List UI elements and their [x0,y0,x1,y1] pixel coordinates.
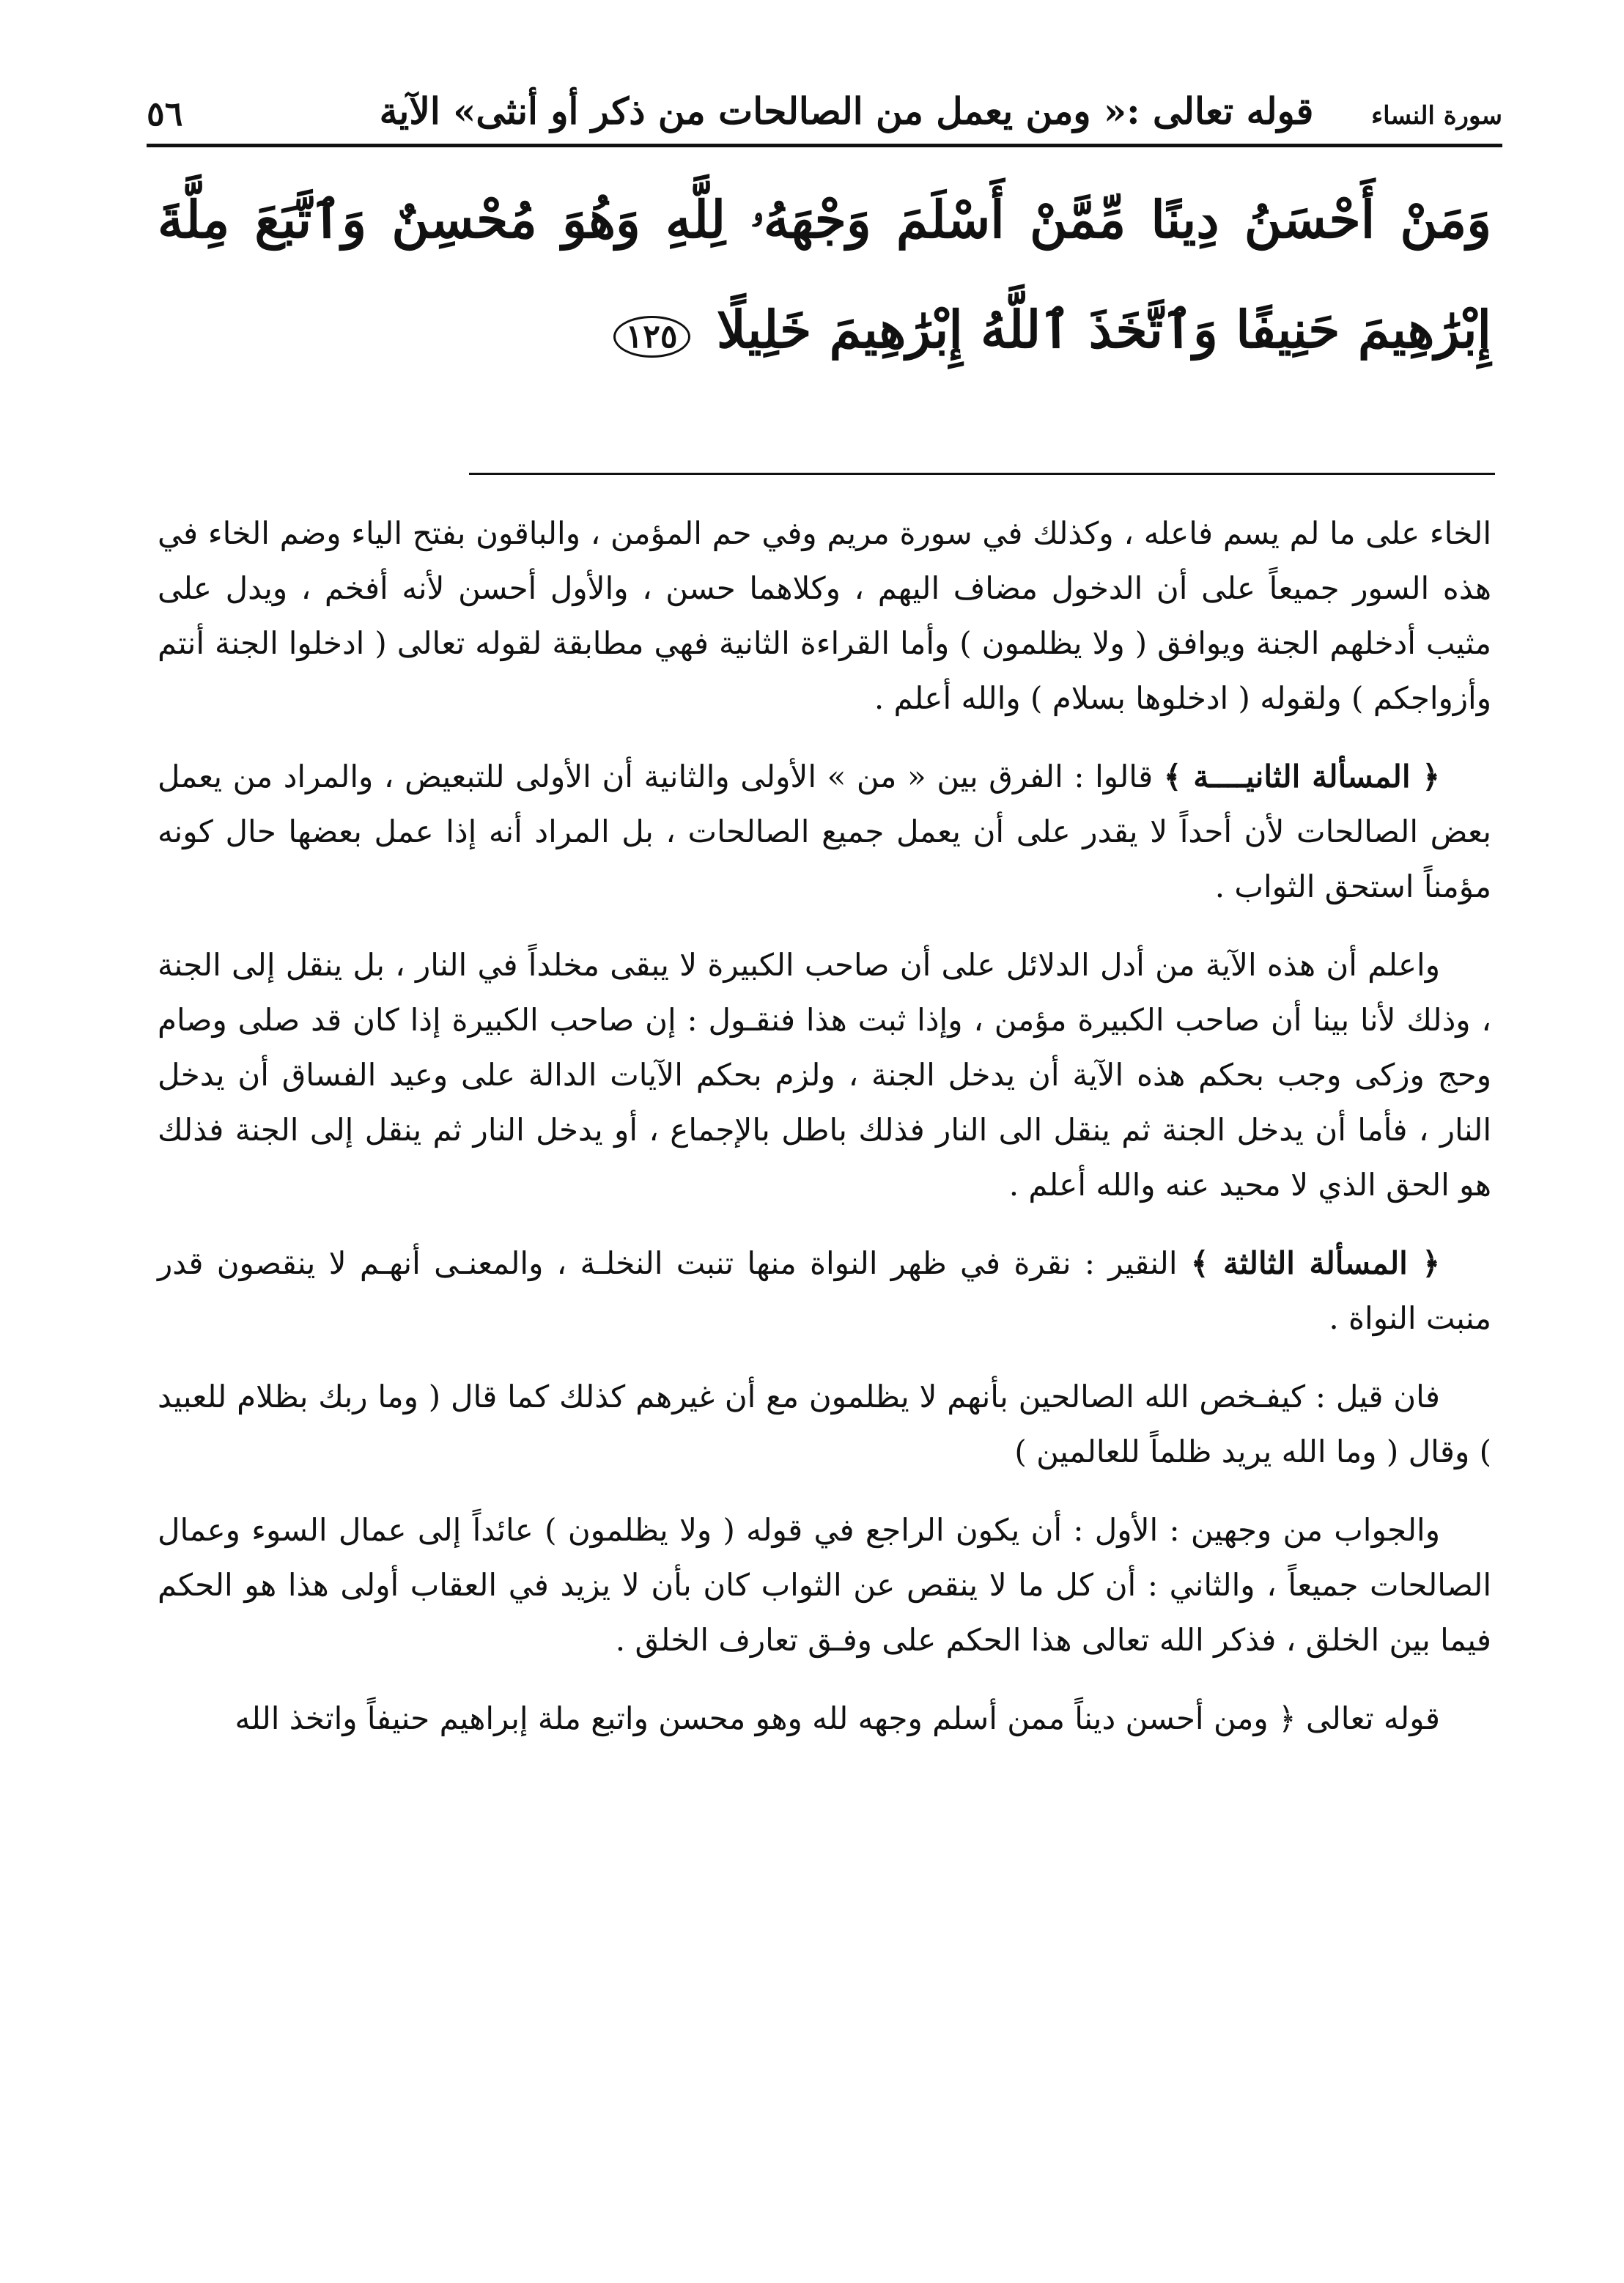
header-divider [147,144,1502,147]
paragraph [158,937,1491,1212]
paragraph [158,1369,1491,1479]
surah-name: سورة النساء [1371,101,1502,130]
paragraph-text: قوله تعالى ﴿ ومن أحسن ديناً ممن أسلم وجهه لله وهو محسن واتبع ملة إبراهيم حنيفاً واتخذ الله [235,1700,1440,1736]
paragraph-text: النقير : نقرة في ظهر النواة منها تنبت النخلـة ، والمعنـى أنهـم لا ينقصون قدر منبت النواة . [158,1245,1491,1336]
paragraph-text: والجواب من وجهين : الأول : أن يكون الراجع في قوله ( ولا يظلمون ) عائداً إلى عمال السوء وعمال الصالحات جميعاً ، والثاني : أن كل ما لا ينقص عن الثواب كان بأن لا يزيد في العقاب أولى هذا هو الحكم فيما بين الخلق ، فذكر الله تعالى هذا الحكم على وفـق تعارف الخلق . [158,1512,1491,1658]
section-heading: ﴿ المسألة الثالثة ﴾ [1190,1245,1440,1281]
section-heading: ﴿ المسألة الثانيــــة ﴾ [1163,759,1440,794]
quran-verse [158,165,1491,392]
paragraph-text: قالوا : الفرق بين « من » الأولى والثانية أن الأولى للتبعيض ، والمراد من يعمل بعض الصالحات لأن أحداً لا يقدر على أن يعمل جميع الصالحات ، بل المراد أنه إذا عمل بعضها حال كونه مؤمناً استحق الثواب . [158,759,1491,904]
paragraph [158,1236,1491,1346]
verse-text: وَمَنْ أَحْسَنُ دِينًا مِّمَّنْ أَسْلَمَ وَجْهَهُۥ لِلَّهِ وَهُوَ مُحْسِنٌ وَٱتَّبَعَ مِلَّةَ إِبْرَٰهِيمَ حَنِيفًا وَٱتَّخَذَ ٱللَّهُ إِبْرَٰهِيمَ خَلِيلًا [158,189,1491,360]
page-header [147,81,1502,139]
paragraph-text: فان قيل : كيفـخص الله الصالحين بأنهم لا يظلمون مع أن غيرهم كذلك كما قال ( وما ربك بظلام للعبيد ) وقال ( وما الله يريد ظلماً للعالمين ) [158,1379,1491,1469]
paragraph [158,1502,1491,1667]
section-divider [469,473,1495,475]
commentary-body [158,506,1491,1769]
paragraph [158,749,1491,914]
paragraph [158,1691,1491,1746]
paragraph-text: الخاء على ما لم يسم فاعله ، وكذلك في سورة مريم وفي حم المؤمن ، والباقون بفتح الياء وضم الخاء في هذه السور جميعاً على أن الدخول مضاف اليهم ، وكلاهما حسن ، والأول أحسن لأنه أفخم ، ويدل على مثيب أدخلهم الجنة ويوافق ( ولا يظلمون ) وأما القراءة الثانية فهي مطابقة لقوله تعالى ( ادخلوا الجنة أنتم وأزواجكم ) ولقوله ( ادخلوها بسلام ) والله أعلم . [158,515,1491,716]
page-number: ٥٦ [147,94,183,133]
paragraph [158,506,1491,726]
paragraph-text: واعلم أن هذه الآية من أدل الدلائل على أن صاحب الكبيرة لا يبقى مخلداً في النار ، بل ينقل إلى الجنة ، وذلك لأنا بينا أن صاحب الكبيرة مؤمن ، وإذا ثبت هذا فنقـول : إن صاحب الكبيرة إذا كان قد صلى وصام وحج وزكى وجب بحكم هذه الآية أن يدخل الجنة ، ولزم بحكم الآيات الدالة على وعيد الفساق أن يدخل النار ، فأما أن يدخل الجنة ثم ينقل الى النار فذلك باطل بالإجماع ، أو يدخل النار ثم ينقل إلى الجنة فذلك هو الحق الذي لا محيد عنه والله أعلم . [158,947,1491,1203]
header-title: قوله تعالى :« ومن يعمل من الصالحات من ذكر أو أنثى» الآية [379,89,1314,133]
ayah-number: ١٢٥ [613,316,690,358]
